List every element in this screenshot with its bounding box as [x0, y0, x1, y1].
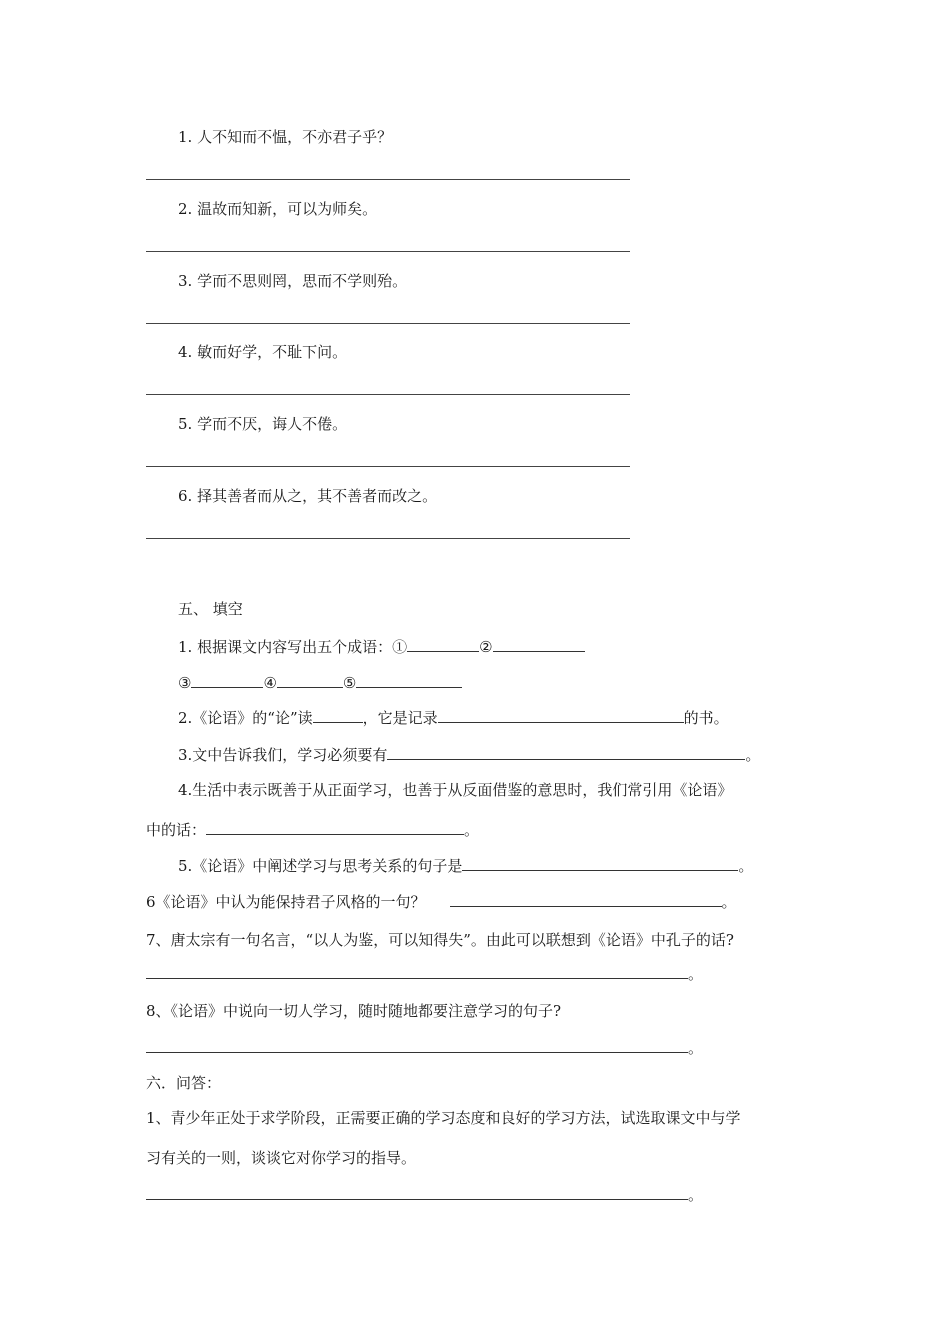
- fill-q5-prompt: 5.《论语》中阐述学习与思考关系的句子是: [178, 857, 463, 875]
- answer-line-1[interactable]: [146, 179, 630, 180]
- fill-q2-part3: 的书。: [683, 709, 729, 727]
- fill-q7-end: 。: [688, 965, 704, 983]
- blank-q8[interactable]: [146, 1038, 688, 1053]
- fill-q3-end: 。: [745, 746, 761, 764]
- fill-q1-prompt: 1. 根据课文内容写出五个成语：①: [178, 638, 408, 656]
- qa-q1-line2: 习有关的一则，谈谈它对你学习的指导。: [146, 1149, 417, 1167]
- fill-q2: [178, 708, 729, 728]
- fill-q2-part2: ，它是记录: [362, 709, 438, 727]
- blank-idiom-1[interactable]: [407, 637, 479, 652]
- answer-line-5[interactable]: [146, 466, 630, 467]
- fill-q8-end: 。: [688, 1039, 704, 1057]
- fill-q7-answer: [146, 964, 703, 984]
- circled-4: ④: [263, 674, 277, 692]
- fill-q6: [146, 892, 737, 912]
- fill-q4-prompt: 中的话：: [146, 821, 207, 839]
- blank-record-content[interactable]: [438, 708, 684, 723]
- blank-idiom-2[interactable]: [493, 637, 585, 652]
- blank-pronunciation[interactable]: [313, 708, 363, 723]
- fill-q4-line2: [146, 820, 479, 840]
- qa-q1-line1: 1、青少年正处于求学阶段，正需要正确的学习态度和良好的学习方法，试选取课文中与学: [146, 1109, 741, 1127]
- section-5-title: 五、 填空: [178, 600, 243, 618]
- sentence-6: 6. 择其善者而从之，其不善者而改之。: [178, 487, 438, 505]
- fill-q8-answer: [146, 1038, 703, 1058]
- blank-idiom-5[interactable]: [356, 673, 462, 688]
- answer-line-6[interactable]: [146, 538, 630, 539]
- circled-5: ⑤: [342, 674, 357, 692]
- fill-q6-prompt: 6《论语》中认为能保持君子风格的一句？: [146, 893, 426, 911]
- section-6-title: 六．问答：: [146, 1074, 222, 1092]
- fill-q3-prompt: 3.文中告诉我们，学习必须要有: [178, 746, 388, 764]
- blank-q7[interactable]: [146, 964, 688, 979]
- sentence-1: 1. 人不知而不愠，不亦君子乎？: [178, 128, 393, 146]
- fill-q5-end: 。: [738, 857, 754, 875]
- blank-idiom-3[interactable]: [191, 673, 263, 688]
- answer-line-2[interactable]: [146, 251, 630, 252]
- fill-q1-line1: [178, 637, 585, 657]
- fill-q5: [178, 856, 753, 876]
- blank-q5[interactable]: [462, 856, 738, 871]
- qa-q1-end: 。: [688, 1186, 704, 1204]
- fill-q4-line1: 4.生活中表示既善于从正面学习，也善于从反面借鉴的意思时，我们常引用《论语》: [178, 781, 733, 799]
- sentence-3: 3. 学而不思则罔，思而不学则殆。: [178, 272, 408, 290]
- fill-q6-end: 。: [721, 893, 737, 911]
- answer-line-3[interactable]: [146, 323, 630, 324]
- circled-2: ②: [479, 638, 493, 656]
- fill-q4-end: 。: [464, 821, 480, 839]
- answer-line-4[interactable]: [146, 394, 630, 395]
- fill-q2-part1: 2.《论语》的“论”读: [178, 709, 313, 727]
- fill-q8: 8、《论语》中说向一切人学习，随时随地都要注意学习的句子?: [146, 1002, 562, 1020]
- sentence-5: 5. 学而不厌，诲人不倦。: [178, 415, 348, 433]
- qa-q1-answer: [146, 1185, 703, 1205]
- blank-idiom-4[interactable]: [277, 673, 343, 688]
- sentence-4: 4. 敏而好学，不耻下问。: [178, 343, 348, 361]
- blank-q6[interactable]: [450, 892, 722, 907]
- blank-q3[interactable]: [387, 745, 745, 760]
- sentence-2: 2. 温故而知新，可以为师矣。: [178, 200, 378, 218]
- blank-qa-q1[interactable]: [146, 1185, 688, 1200]
- blank-q4[interactable]: [206, 820, 464, 835]
- fill-q3: [178, 745, 760, 765]
- fill-q7: 7、唐太宗有一句名言，“以人为鉴，可以知得失”。由此可以联想到《论语》中孔子的话?: [146, 931, 734, 949]
- fill-q1-line2: [178, 673, 462, 693]
- circled-3: ③: [178, 674, 192, 692]
